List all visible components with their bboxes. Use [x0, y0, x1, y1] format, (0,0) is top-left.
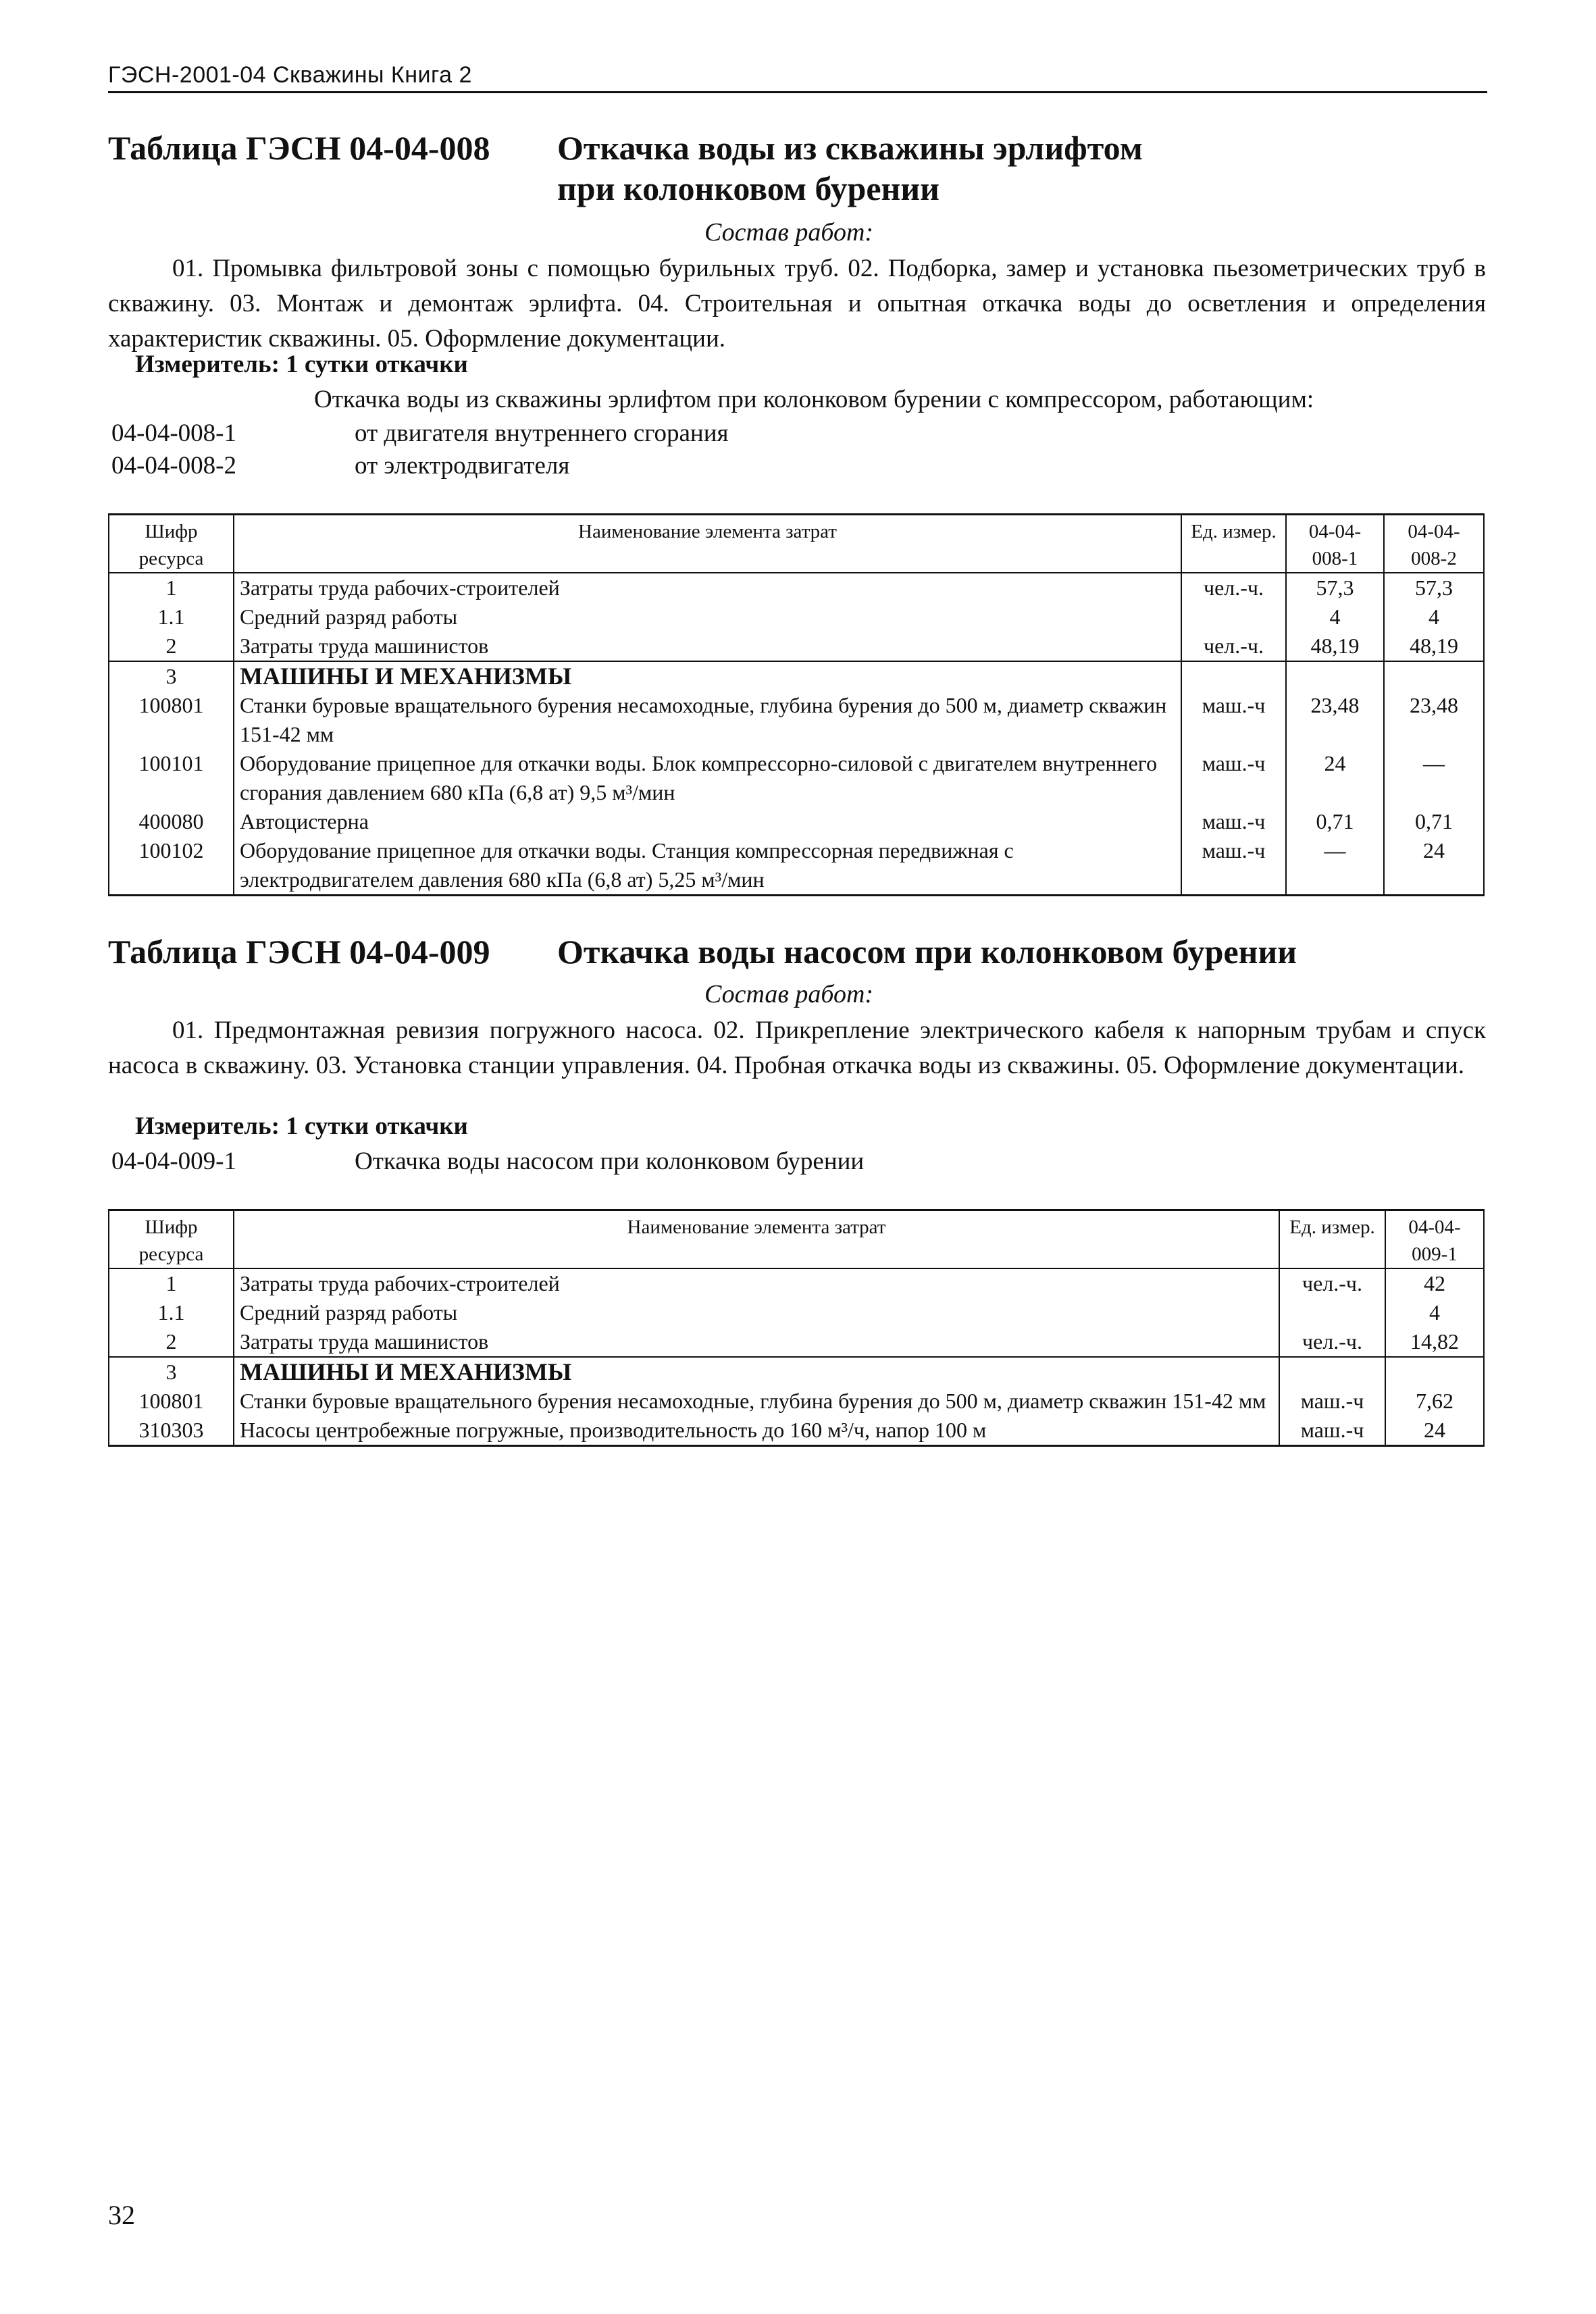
cell-code: 1 — [109, 573, 234, 602]
section1-work-text: 01. Промывка фильтровой зоны с помощью бурильных труб. 02. Подборка, замер и установка пьезометрических труб в скважину. 03. Монтаж и демонтаж эрлифта. 04. Строительная и опытная откачка воды до осветления и определения характеристик скважины. 05. Оформление документации. — [108, 255, 1486, 353]
cell-value: 24 — [1384, 836, 1484, 896]
cell-unit: маш.-ч — [1181, 749, 1286, 807]
cell-value — [1384, 661, 1484, 691]
cell-name: Затраты труда машинистов — [234, 1327, 1279, 1357]
cell-code: 100101 — [109, 749, 234, 807]
cell-unit: чел.-ч. — [1279, 1268, 1385, 1298]
section2-cost-table — [108, 1209, 1485, 1447]
cell-value: 0,71 — [1384, 807, 1484, 836]
section2-work-text: 01. Предмонтажная ревизия погружного насоса. 02. Прикрепление электрического кабеля к напорным трубам и спуск насоса в скважину. 03. Установка станции управления. 04. Пробная откачка воды из скважины. 05. Оформление документации. — [108, 1017, 1486, 1079]
table-row — [109, 573, 1484, 602]
cell-value: 14,82 — [1385, 1327, 1484, 1357]
cell-name: Автоцистерна — [234, 807, 1181, 836]
section1-table-label: Таблица ГЭСН 04-04-008 — [108, 129, 490, 167]
section2-title: Откачка воды насосом при колонковом бурении — [557, 933, 1297, 971]
cell-unit: маш.-ч — [1181, 836, 1286, 896]
header-code: Шифр ресурса — [109, 1210, 234, 1269]
cell-value: 4 — [1385, 1298, 1484, 1327]
section2-work-heading: Состав работ: — [704, 980, 874, 1008]
table-row — [109, 1268, 1484, 1298]
header-unit: Ед. измер. — [1279, 1210, 1385, 1269]
section1-variant-code: 04-04-008-1 — [111, 419, 236, 447]
cell-name: Насосы центробежные погружные, производительность до 160 м³/ч, напор 100 м — [234, 1416, 1279, 1446]
cell-unit: чел.-ч. — [1181, 573, 1286, 602]
cell-code: 3 — [109, 661, 234, 691]
cell-unit: маш.-ч — [1181, 807, 1286, 836]
cell-code: 1 — [109, 1268, 234, 1298]
table-row — [109, 1416, 1484, 1446]
header-col1: 04-04-009-1 — [1385, 1210, 1484, 1269]
table-row — [109, 1387, 1484, 1416]
section1-work-heading: Состав работ: — [704, 218, 874, 247]
cell-unit — [1279, 1298, 1385, 1327]
cell-value: 23,48 — [1384, 691, 1484, 749]
cell-unit — [1181, 602, 1286, 632]
cell-code: 2 — [109, 1327, 234, 1357]
section2-meter: Измеритель: 1 сутки откачки — [135, 1112, 468, 1140]
cell-name: Затраты труда рабочих-строителей — [234, 1268, 1279, 1298]
cell-value: 42 — [1385, 1268, 1484, 1298]
cell-code: 100102 — [109, 836, 234, 896]
cell-value: 24 — [1385, 1416, 1484, 1446]
cell-unit — [1279, 1357, 1385, 1387]
cell-value: 48,19 — [1384, 632, 1484, 661]
cell-name: МАШИНЫ И МЕХАНИЗМЫ — [234, 661, 1181, 691]
header-col2: 04-04-008-2 — [1384, 515, 1484, 573]
section1-meter: Измеритель: 1 сутки откачки — [135, 351, 468, 378]
cell-code: 3 — [109, 1357, 234, 1387]
table-header-row — [109, 1210, 1484, 1269]
cell-unit: чел.-ч. — [1279, 1327, 1385, 1357]
cell-value — [1385, 1357, 1484, 1387]
cell-value: — — [1286, 836, 1384, 896]
section2-variant-code: 04-04-009-1 — [111, 1148, 236, 1175]
table-row — [109, 749, 1484, 807]
cell-name: Затраты труда рабочих-строителей — [234, 573, 1181, 602]
cell-code: 2 — [109, 632, 234, 661]
cell-name: Затраты труда машинистов — [234, 632, 1181, 661]
cell-code: 310303 — [109, 1416, 234, 1446]
table-row — [109, 661, 1484, 691]
cell-name: Станки буровые вращательного бурения несамоходные, глубина бурения до 500 м, диаметр скважин 151-42 мм — [234, 691, 1181, 749]
table-header-row — [109, 515, 1484, 573]
table-row — [109, 807, 1484, 836]
cell-name: Станки буровые вращательного бурения несамоходные, глубина бурения до 500 м, диаметр скважин 151-42 мм — [234, 1387, 1279, 1416]
table-row — [109, 1357, 1484, 1387]
cell-value: 57,3 — [1384, 573, 1484, 602]
cell-value: 7,62 — [1385, 1387, 1484, 1416]
cell-value: 48,19 — [1286, 632, 1384, 661]
section1-variant-text: от двигателя внутреннего сгорания — [355, 419, 729, 447]
cell-unit: маш.-ч — [1279, 1387, 1385, 1416]
page-number: 32 — [108, 2200, 135, 2230]
table-row — [109, 836, 1484, 896]
cell-name: Оборудование прицепное для откачки воды. Станция компрессорная передвижная с электродвигателем давления 680 кПа (6,8 ат) 5,25 м³/мин — [234, 836, 1181, 896]
section1-intro: Откачка воды из скважины эрлифтом при колонковом бурении с компрессором, работающим: — [314, 386, 1314, 413]
section1-variant-text: от электродвигателя — [355, 452, 570, 480]
table-row — [109, 1298, 1484, 1327]
cell-unit: маш.-ч — [1279, 1416, 1385, 1446]
cell-value: 0,71 — [1286, 807, 1384, 836]
section1-variant-code: 04-04-008-2 — [111, 452, 236, 480]
running-header: ГЭСН-2001-04 Скважины Книга 2 — [108, 62, 1487, 93]
cell-value: 57,3 — [1286, 573, 1384, 602]
cell-value — [1286, 661, 1384, 691]
cell-code: 400080 — [109, 807, 234, 836]
cell-code: 100801 — [109, 1387, 234, 1416]
cell-value: 4 — [1286, 602, 1384, 632]
header-unit: Ед. измер. — [1181, 515, 1286, 573]
table-row — [109, 691, 1484, 749]
cell-code: 1.1 — [109, 602, 234, 632]
cell-name: МАШИНЫ И МЕХАНИЗМЫ — [234, 1357, 1279, 1387]
section1-title-line1: Откачка воды из скважины эрлифтом — [557, 129, 1143, 167]
cell-value: — — [1384, 749, 1484, 807]
cell-name: Оборудование прицепное для откачки воды. Блок компрессорно-силовой с двигателем внутреннего сгорания давлением 680 кПа (6,8 ат) 9,5 м³/мин — [234, 749, 1181, 807]
section1-cost-table — [108, 513, 1485, 896]
cell-value: 23,48 — [1286, 691, 1384, 749]
cell-value: 24 — [1286, 749, 1384, 807]
cell-name: Средний разряд работы — [234, 1298, 1279, 1327]
cell-code: 1.1 — [109, 1298, 234, 1327]
table-row — [109, 1327, 1484, 1357]
cell-unit — [1181, 661, 1286, 691]
cell-code: 100801 — [109, 691, 234, 749]
header-name: Наименование элемента затрат — [234, 1210, 1279, 1269]
cell-name: Средний разряд работы — [234, 602, 1181, 632]
section2-variant-text: Откачка воды насосом при колонковом бурении — [355, 1148, 865, 1175]
cell-value: 4 — [1384, 602, 1484, 632]
header-name: Наименование элемента затрат — [234, 515, 1181, 573]
table-row — [109, 632, 1484, 661]
cell-unit: маш.-ч — [1181, 691, 1286, 749]
table-row — [109, 602, 1484, 632]
section1-title-line2: при колонковом бурении — [557, 170, 939, 207]
header-col1: 04-04-008-1 — [1286, 515, 1384, 573]
header-code: Шифр ресурса — [109, 515, 234, 573]
cell-unit: чел.-ч. — [1181, 632, 1286, 661]
section2-table-label: Таблица ГЭСН 04-04-009 — [108, 933, 490, 971]
